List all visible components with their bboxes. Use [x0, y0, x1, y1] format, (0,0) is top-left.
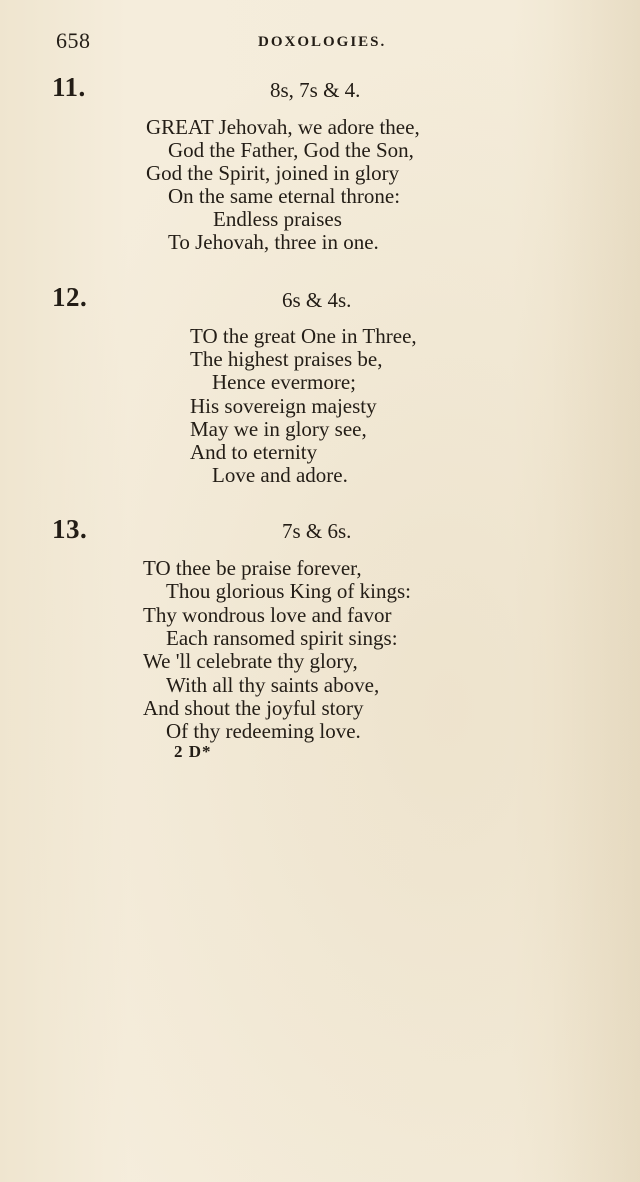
show-through-shadow	[550, 0, 640, 1182]
hymn-number-13: 13.	[52, 514, 88, 544]
hymn-13-line-3: Thy wondrous love and favor	[143, 603, 392, 627]
hymn-12-line-6: And to eternity	[190, 440, 318, 464]
hymn-meter-11: 8s, 7s & 4.	[270, 78, 361, 102]
signature-mark: 2 D*	[174, 742, 212, 761]
hymn-meter-12: 6s & 4s.	[282, 288, 352, 312]
hymn-12-line-3: Hence evermore;	[212, 370, 356, 394]
hymn-13-line-8: Of thy redeeming love.	[166, 719, 361, 743]
hymn-13-line-4: Each ransomed spirit sings:	[166, 626, 398, 650]
hymn-11-line-1: GREAT Jehovah, we adore thee,	[146, 115, 420, 139]
hymn-12-line-1: TO the great One in Three,	[190, 324, 417, 348]
hymn-13-line-2: Thou glorious King of kings:	[166, 579, 411, 603]
hymn-11-line-5: Endless praises	[213, 207, 342, 231]
hymn-11-line-4: On the same eternal throne:	[168, 184, 401, 208]
hymn-13-line-1: TO thee be praise forever,	[143, 556, 362, 580]
hymn-meter-13: 7s & 6s.	[282, 519, 352, 543]
hymn-13-line-5: We 'll celebrate thy glory,	[143, 649, 358, 673]
hymn-13-line-6: With all thy saints above,	[166, 673, 380, 697]
hymn-12-line-5: May we in glory see,	[190, 417, 367, 441]
hymn-number-11: 11.	[52, 72, 86, 102]
hymn-12-line-7: Love and adore.	[212, 463, 348, 487]
hymn-11-line-3: God the Spirit, joined in glory	[146, 161, 400, 185]
hymn-11-line-6: To Jehovah, three in one.	[168, 230, 379, 254]
running-head: DOXOLOGIES.	[258, 34, 387, 50]
hymn-13-line-7: And shout the joyful story	[143, 696, 364, 720]
hymn-12-line-4: His sovereign majesty	[190, 394, 377, 418]
hymn-11-line-2: God the Father, God the Son,	[168, 138, 414, 162]
hymn-12-line-2: The highest praises be,	[190, 347, 383, 371]
page-number: 658	[56, 28, 91, 53]
hymn-number-12: 12.	[52, 282, 88, 312]
